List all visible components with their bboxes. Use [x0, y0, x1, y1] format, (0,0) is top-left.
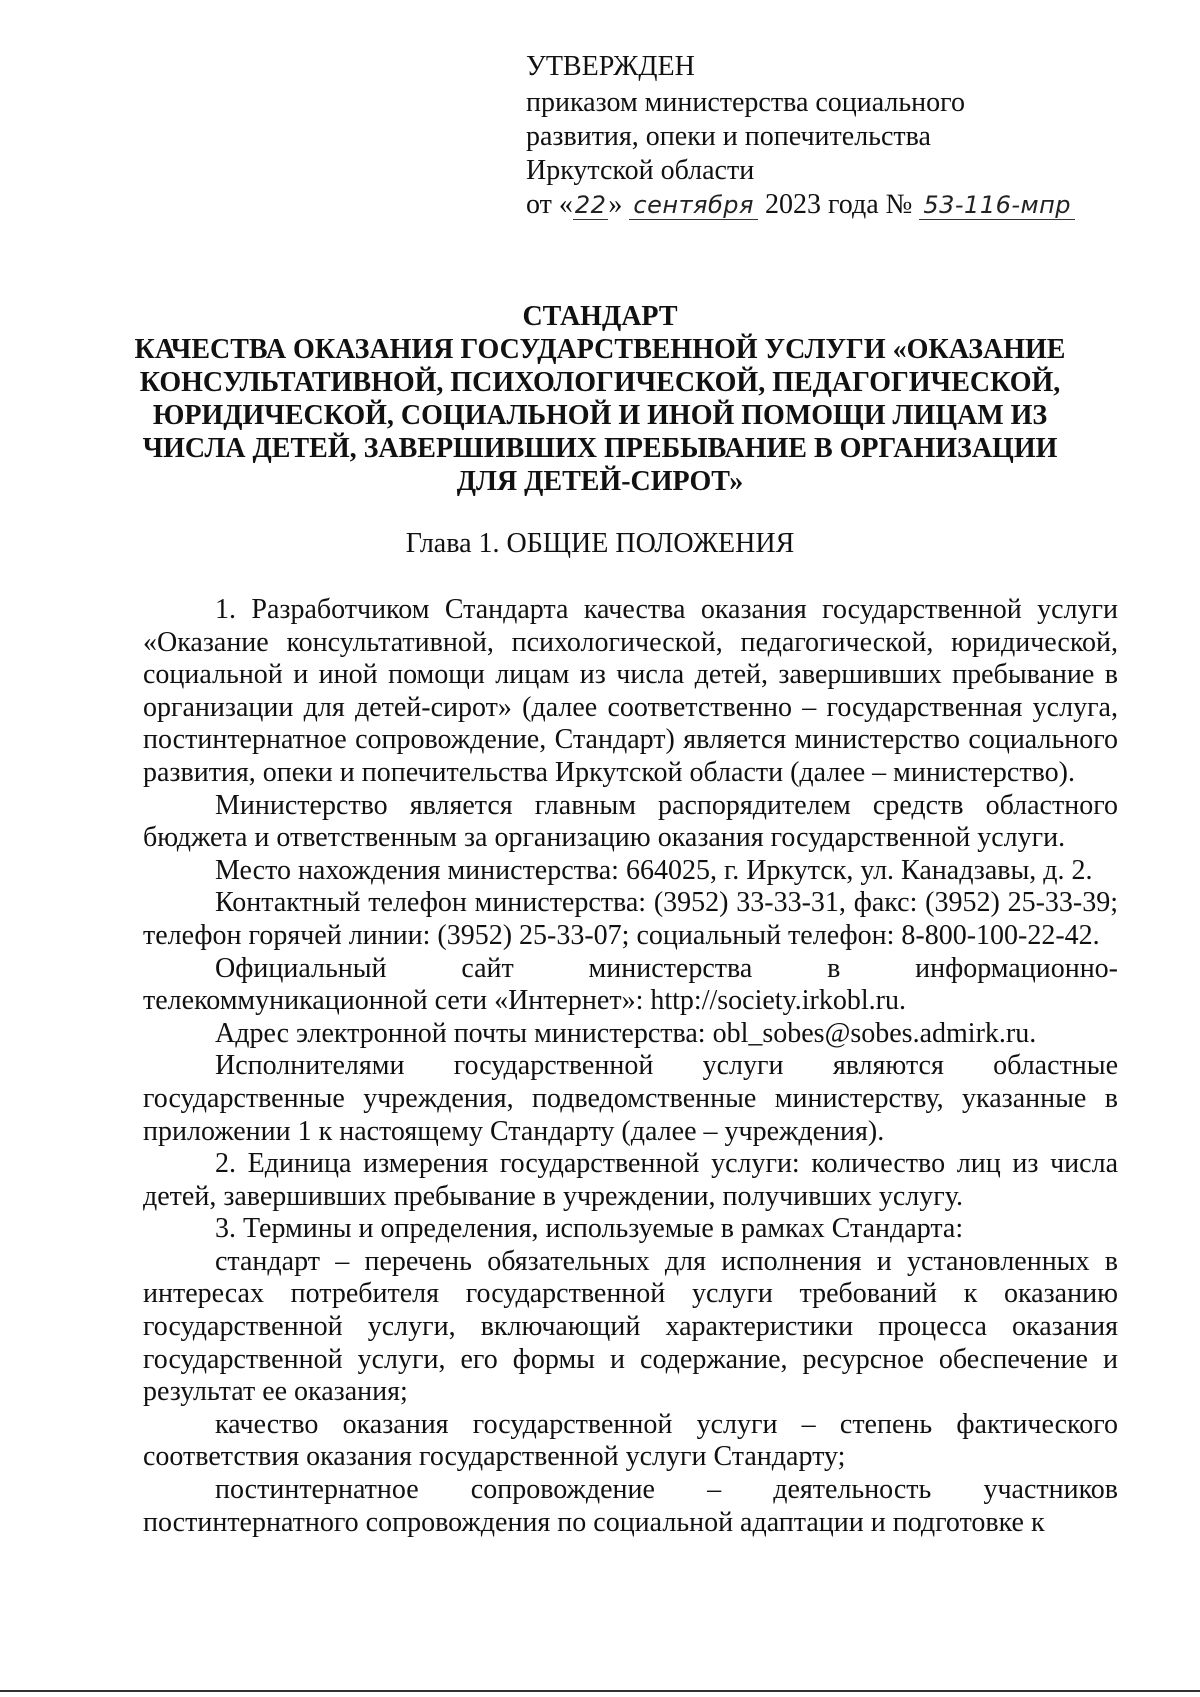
paragraph: Министерство является главным распорядителем средств областного бюджета и ответственным за организацию оказания государственной услуги.: [143, 789, 1118, 854]
paragraph: постинтернатное сопровождение – деятельность участников постинтернатного сопровождения по социальной адаптации и подготовке к: [143, 1474, 1118, 1538]
title-line-4: ЮРИДИЧЕСКОЙ, СОЦИАЛЬНОЙ И ИНОЙ ПОМОЩИ ЛИЦАМ ИЗ: [152, 400, 1048, 431]
paragraph: Место нахождения министерства: 664025, г. Иркутск, ул. Канадзавы, д. 2.: [215, 854, 1093, 886]
title-line-2: КАЧЕСТВА ОКАЗАНИЯ ГОСУДАРСТВЕННОЙ УСЛУГИ «ОКАЗАНИЕ: [134, 334, 1066, 365]
approval-title: УТВЕРЖДЕН: [526, 51, 695, 82]
paragraph: Официальный сайт министерства в информационно-телекоммуникационной сети «Интернет»: http://society.irkobl.ru.: [143, 952, 1118, 1017]
paragraph: Контактный телефон министерства: (3952) 33-33-31, факс: (3952) 25-33-39; телефон горячей линии: (3952) 25-33-07; социальный телефон: 8-800-100-22-42.: [143, 887, 1118, 951]
paragraph: Адрес электронной почты министерства: obl_sobes@sobes.admirk.ru.: [215, 1017, 1037, 1049]
page-bottom-rule: [0, 1690, 1200, 1692]
paragraph: 1. Разработчиком Стандарта качества оказания государственной услуги «Оказание консультативной, психологической, педагогической, юридической, социальной и иной помощи лицам из числа детей, завершивших пребывание в организации для детей-сирот» (далее соответственно – государственная услуга, постинтернатное сопровождение, Стандарт) является министерство социального развития, опеки и попечительства Иркутской области (далее – министерство).: [143, 594, 1118, 788]
date-year-text: 2023 года №: [764, 189, 913, 220]
approval-date-line: [526, 188, 1126, 222]
approval-block: [526, 50, 1126, 222]
paragraph: 3. Термины и определения, используемые в рамках Стандарта:: [215, 1213, 964, 1245]
paragraph: стандарт – перечень обязательных для исполнения и установленных в интересах потребителя государственной услуги требований к оказанию государственной услуги, включающий характеристики процесса оказания государственной услуги, его формы и содержание, ресурсное обеспечение и результат ее оказания;: [143, 1245, 1118, 1408]
title-line-5: ЧИСЛА ДЕТЕЙ, ЗАВЕРШИВШИХ ПРЕБЫВАНИЕ В ОРГАНИЗАЦИИ: [142, 433, 1058, 464]
paragraph: 2. Единица измерения государственной услуги: количество лиц из числа детей, завершивших пребывание в учреждении, получивших услугу.: [143, 1148, 1118, 1212]
paragraph: Исполнителями государственной услуги являются областные государственные учреждения, подведомственные министерству, указанные в приложении 1 к настоящему Стандарту (далее – учреждения).: [143, 1050, 1118, 1147]
title-line-3: КОНСУЛЬТАТИВНОЙ, ПСИХОЛОГИЧЕСКОЙ, ПЕДАГОГИЧЕСКОЙ,: [139, 367, 1061, 398]
approval-line-3: Иркутской области: [526, 155, 755, 186]
chapter-heading: Глава 1. ОБЩИЕ ПОЛОЖЕНИЯ: [405, 528, 795, 559]
paragraph: качество оказания государственной услуги – степень фактического соответствия оказания государственной услуги Стандарту;: [143, 1408, 1118, 1473]
date-prefix: от «: [526, 189, 573, 220]
approval-line-2: развития, опеки и попечительства: [526, 121, 931, 152]
approval-line-1: приказом министерства социального: [526, 87, 965, 118]
title-line-1: СТАНДАРТ: [522, 301, 678, 332]
document-body: [143, 594, 1118, 1539]
title-line-6: ДЛЯ ДЕТЕЙ-СИРОТ»: [456, 466, 744, 497]
date-quote-close: »: [608, 189, 623, 220]
order-number-handwritten: 53-116-мпр: [919, 191, 1075, 220]
document-title: [100, 300, 1100, 498]
date-month-handwritten: сентября: [629, 191, 758, 220]
date-day-handwritten: 22: [574, 191, 607, 219]
